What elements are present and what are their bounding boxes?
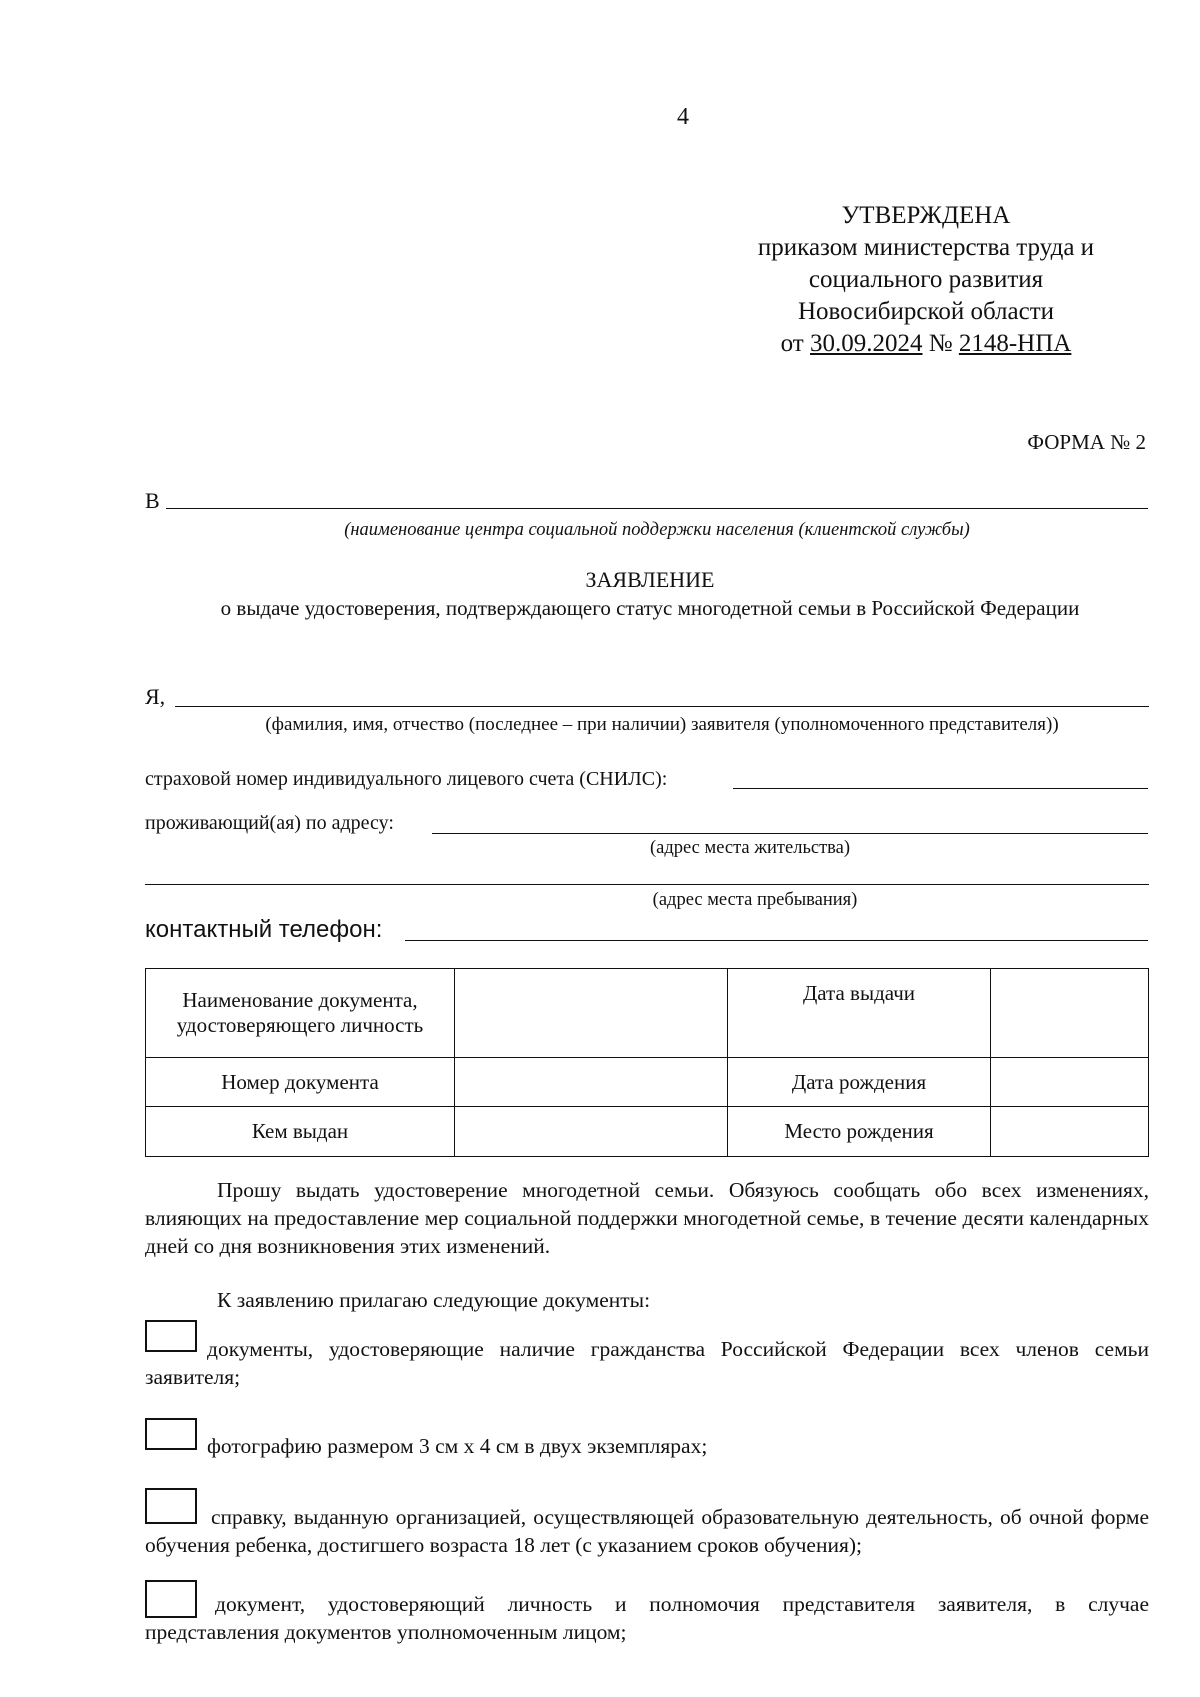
table-cell-label: Кем выдан	[146, 1107, 455, 1157]
table-row	[146, 1058, 1149, 1107]
address-label: проживающий(ая) по адресу:	[145, 812, 394, 834]
request-paragraph: Прошу выдать удостоверение многодетной семьи. Обязуюсь сообщать обо всех изменениях, влияющих на предоставление мер социальной поддержки многодетной семье, в течение десяти календарных дней со дня возникновения этих изменений.	[145, 1178, 1149, 1258]
applicant-hint: (фамилия, имя, отчество (последнее – при наличии) заявителя (уполномоченного представителя))	[265, 714, 1059, 735]
recipient-field[interactable]	[166, 508, 1148, 509]
attachment-item-1: документы, удостоверяющие наличие гражданства Российской Федерации всех членов семьи заявителя;	[145, 1337, 1149, 1389]
table-cell-label: Номер документа	[146, 1058, 455, 1107]
snils-field[interactable]	[733, 788, 1148, 789]
approval-heading: УТВЕРЖДЕНА	[841, 202, 1011, 229]
attachment-item-4: документ, удостоверяющий личность и полномочия представителя заявителя, в случае представления документов уполномоченным лицом;	[145, 1592, 1149, 1644]
table-cell-input[interactable]	[455, 1058, 728, 1107]
table-cell-label: Дата рождения	[728, 1058, 991, 1107]
phone-field[interactable]	[405, 940, 1148, 941]
approval-line-2: социального развития	[808, 266, 1044, 293]
table-cell-input[interactable]	[991, 1058, 1149, 1107]
recipient-line	[145, 488, 1149, 516]
residence-hint: (адрес места жительства)	[649, 838, 851, 858]
page-number: 4	[677, 104, 689, 130]
attachment-item-3: справку, выданную организацией, осуществляющей образовательную деятельность, об очной форме обучения ребенка, достигшего возраста 18 лет (с указанием сроков обучения);	[145, 1505, 1149, 1557]
residence-address-field[interactable]	[432, 833, 1148, 834]
approval-date: 30.09.2024	[810, 330, 923, 357]
approval-number-sign: №	[928, 330, 953, 357]
applicant-name-field[interactable]	[175, 706, 1149, 707]
table-cell-input[interactable]	[455, 969, 728, 1058]
applicant-prefix: Я,	[145, 684, 166, 709]
table-cell-label: Место рождения	[728, 1107, 991, 1157]
form-number: ФОРМА № 2	[1027, 430, 1146, 454]
approval-number: 2148-НПА	[958, 330, 1072, 357]
approval-date-prefix: от	[780, 330, 804, 357]
approval-stamp	[706, 200, 1146, 360]
snils-label: страховой номер индивидуального лицевого счета (СНИЛС):	[145, 768, 668, 790]
identity-document-table	[145, 968, 1149, 1157]
stay-hint: (адрес места пребывания)	[652, 890, 858, 910]
recipient-prefix: В	[145, 488, 160, 513]
recipient-hint: (наименование центра социальной поддержки населения (клиентской службы)	[344, 520, 970, 540]
attachment-item-2: фотографию размером 3 см х 4 см в двух экземплярах;	[207, 1434, 708, 1458]
table-cell-input[interactable]	[455, 1107, 728, 1157]
table-cell-label: Дата выдачи	[728, 969, 991, 1058]
approval-line-1: приказом министерства труда и	[757, 234, 1095, 261]
approval-line-3: Новосибирской области	[797, 298, 1055, 325]
table-row	[146, 969, 1149, 1058]
table-cell-label: Наименование документа, удостоверяющего личность	[146, 969, 455, 1058]
document-subtitle: о выдаче удостоверения, подтверждающего статус многодетной семьи в Российской Федерации	[220, 596, 1080, 620]
approval-date-line	[706, 328, 1146, 360]
table-cell-input[interactable]	[991, 969, 1149, 1058]
table-row	[146, 1107, 1149, 1157]
attachments-intro: К заявлению прилагаю следующие документы:	[217, 1288, 651, 1312]
document-title: ЗАЯВЛЕНИЕ	[585, 567, 715, 592]
table-cell-input[interactable]	[991, 1107, 1149, 1157]
phone-label: контактный телефон:	[145, 916, 383, 943]
stay-address-field[interactable]	[145, 884, 1149, 885]
